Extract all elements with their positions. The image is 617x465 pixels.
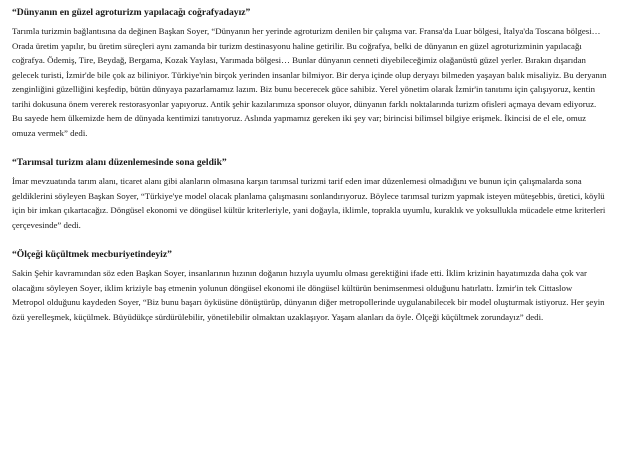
section-spacer bbox=[12, 140, 607, 154]
section-heading: “Tarımsal turizm alanı düzenlemesinde sona geldik” bbox=[12, 157, 227, 168]
section-paragraph: İmar mevzuatında tarım alanı, ticaret alanı gibi alanların olmasına karşın tarımsal turizmi tarif eden imar düzenlemesi olmadığını ve bunun için çalışmalarda sona geldiklerini söyleyen Başkan Soyer, “Türkiye'ye model olacak planlama çalışmasını sonlandırıyoruz. Böylece tarımsal turizm yapmak isteyen müteşebbis, üretici, köylü için bir imkan çıkartacağız. Döngüsel ekonomi ve döngüsel kültür kriterleriyle, yani doğayla, iklimle, toprakla uyumlu, kuraklık ve yoksullukla mücadele etme kriterleri çerçevesinde” dedi. bbox=[12, 176, 606, 230]
section-tarimsal-turizm bbox=[12, 157, 607, 232]
section-paragraph: Sakin Şehir kavramından söz eden Başkan Soyer, insanlarının hızının doğanın hızıyla uyumlu olması gerektiğini ifade etti. İklim krizinin hayatımızda daha çok var olacağını söyleyen Soyer, iklim kriziyle baş etmenin yolunun döngüsel ekonomi ile döngüsel kültürün benimsenmesi olduğunu hatırlattı. İzmir'in tek Cittaslow Metropol olduğunu kaydeden Soyer, “Biz bunu başarı öyküsüne dönüştürüp, dünyanın diğer metropollerinde uygulanabilecek bir model oluşturmak istiyoruz. Her şeyin özü yerelleşmek, küçülmek. Büyüdükçe sürdürülebilir, yönetilebilir olmaktan uzaklaşıyor. Yaşam alanları da öyle. Ölçeği küçültmek zorundayız” dedi. bbox=[12, 268, 605, 322]
section-heading: “Ölçeği küçültmek mecburiyetindeyiz” bbox=[12, 249, 172, 260]
section-olcek bbox=[12, 249, 607, 324]
section-spacer bbox=[12, 232, 607, 246]
section-heading: “Dünyanın en güzel agroturizm yapılacağı coğrafyadayız” bbox=[12, 7, 251, 18]
section-agroturizm bbox=[12, 7, 607, 140]
section-paragraph: Tarımla turizmin bağlantısına da değinen Başkan Soyer, “Dünyanın her yerinde agroturizm denilen bir çalışma var. Fransa'da Luar bölgesi, İtalya'da Toscana bölgesi… Orada üretim yapılır, bu üretim süreçleri aynı zamanda bir turizm destinasyonu haline getirilir. Bu coğrafya, belki de dünyanın en güzel agroturizminin yapılacağı coğrafya. Ödemiş, Tire, Beydağ, Bergama, Kozak Yaylası, Yarımada bölgesi… Bunlar dünyanın cenneti diyebileceğimiz olağanüstü güzel yerler. Bırakın dışarıdan gelecek turisti, İzmir'de bile çok az biliniyor. Türkiye'nin birçok yerinden insanlar bilmiyor. Bir derya içinde olup deryayı bilmeden yaşayan balık misaliyiz. Bu deryanın zenginliğini güzelliğini keşfedip, bütün dünyaya pazarlamamız lazım. Biz bunu becerecek güce sahibiz. Yerel yönetim olarak İzmir'in tanıtımı için çalışıyoruz, kentin tarihi dokusuna önem vererek restorasyonlar yapıyoruz. Antik şehir kazılarımıza sponsor oluyor, dünyanın farklı noktalarında turizm ofisleri açmaya devam ediyoruz. Bu sayede hem ülkemizde hem de dünyada kentimizi tanıtıyoruz. Aslında yapmamız gereken iki şey var; birincisi bilimsel bilgiye erişmek. İkincisi de el ele, omuz omuza vermek” dedi. bbox=[12, 26, 607, 138]
